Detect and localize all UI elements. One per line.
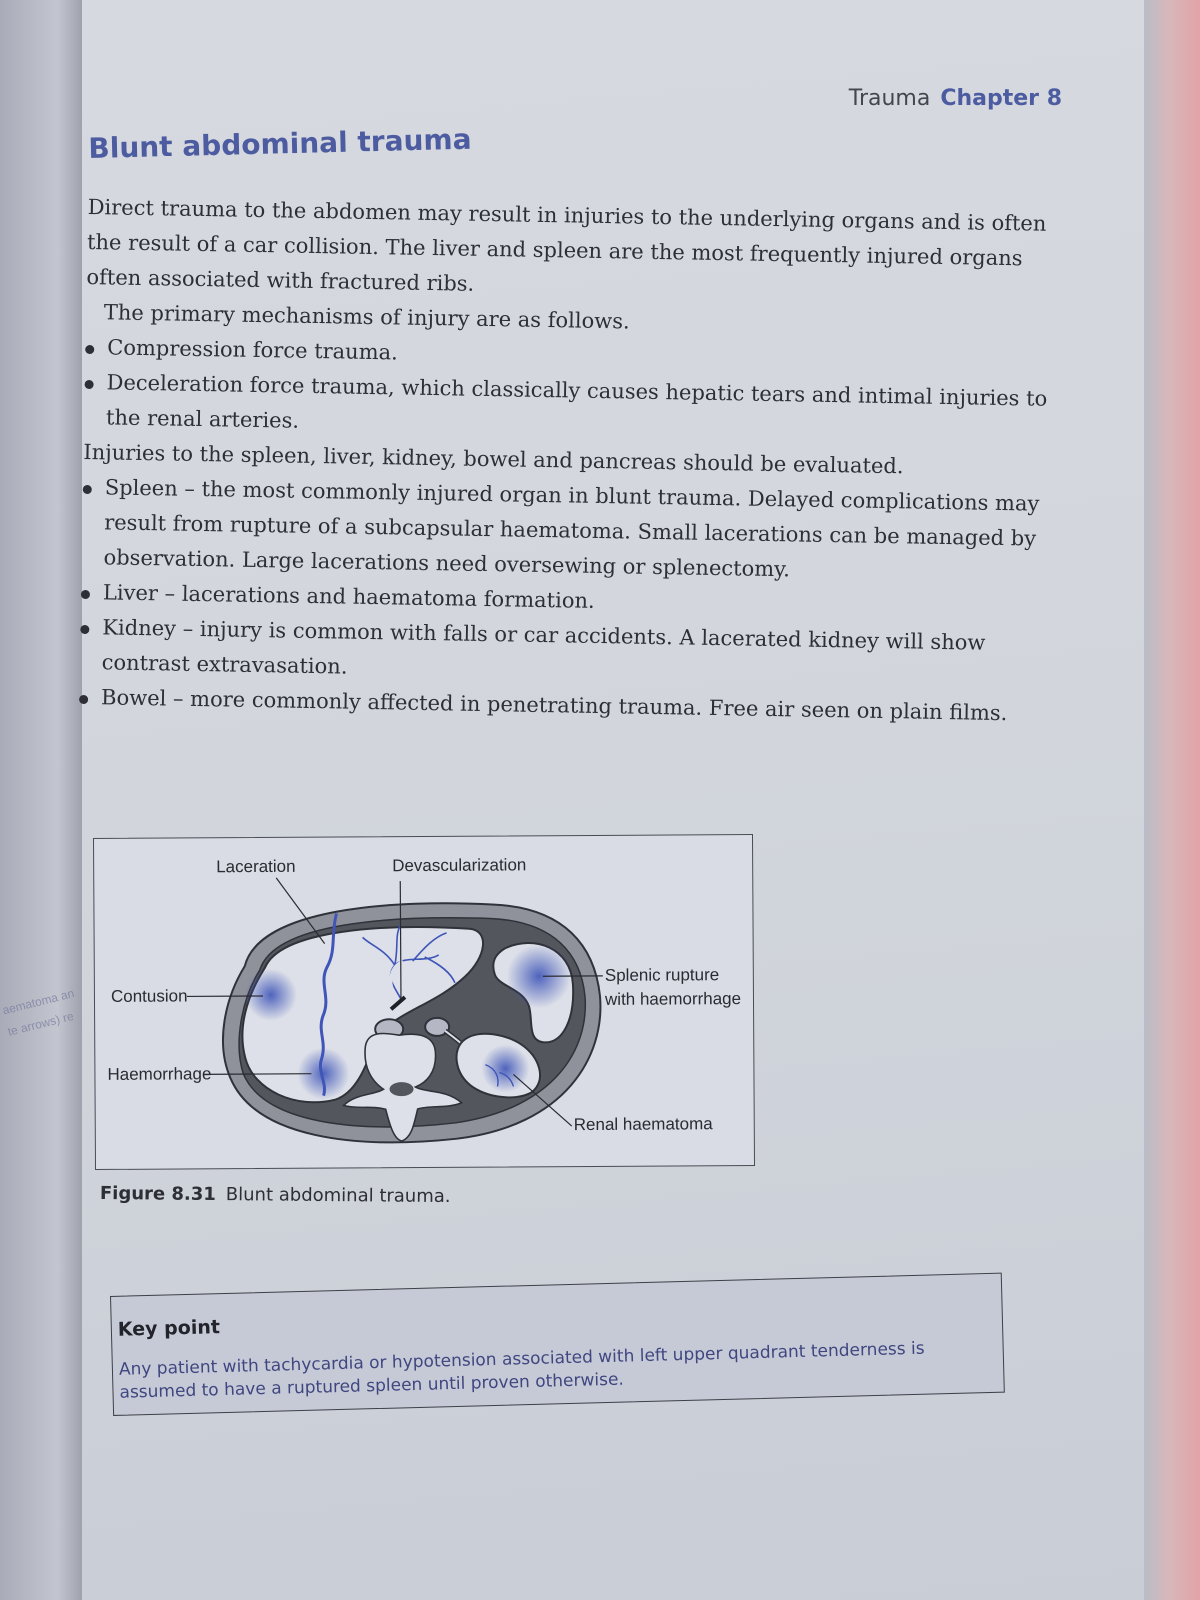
key-point-title: Key point	[117, 1316, 221, 1341]
label-splenic-line2: with haemorrhage	[604, 989, 742, 1009]
bullet-icon	[79, 695, 88, 704]
list-item-text: Kidney – injury is common with falls or car accidents. A lacerated kidney will show contrast extravasation.	[101, 615, 986, 679]
figure-caption	[100, 1183, 451, 1207]
bullet-icon	[80, 625, 89, 634]
devascularization-leader	[400, 881, 401, 999]
left-page-text-fragments	[0, 982, 83, 1043]
label-laceration: Laceration	[216, 856, 296, 877]
bullet-icon	[85, 380, 94, 389]
label-haemorrhage: Haemorrhage	[107, 1064, 212, 1084]
mechanisms-lead: The primary mechanisms of injury are as follows.	[103, 300, 630, 334]
left-page-edge	[0, 0, 82, 1600]
bullet-icon	[81, 590, 90, 599]
figure-caption-text: Blunt abdominal trauma.	[225, 1184, 451, 1208]
abdomen-cross-section-diagram	[94, 835, 754, 1169]
list-item-text: Deceleration force trauma, which classically causes hepatic tears and intimal injuries to the renal arteries.	[105, 370, 1048, 433]
label-devascularization: Devascularization	[392, 855, 527, 876]
section-heading: Blunt abdominal trauma	[88, 122, 472, 165]
body-text-inner	[79, 190, 1058, 732]
label-splenic-line1: Splenic rupture	[604, 965, 720, 985]
list-item-text: Bowel – more commonly affected in penetrating trauma. Free air seen on plain films.	[100, 685, 1008, 726]
body-text	[83, 190, 1058, 726]
bullet-icon	[85, 345, 94, 354]
page-edge-background	[1144, 0, 1200, 1600]
mechanisms-list	[84, 330, 1056, 452]
bullet-icon	[83, 485, 92, 494]
figure-box	[93, 834, 755, 1170]
label-renal-haematoma: Renal haematoma	[573, 1114, 713, 1135]
figure-number: Figure 8.31	[99, 1183, 216, 1206]
header-section: Trauma	[848, 86, 931, 111]
organs-lead: Injuries to the spleen, liver, kidney, bowel and pancreas should be evaluated.	[83, 439, 904, 479]
contusion-mark	[245, 969, 297, 1021]
left-page-fragment: aematoma an	[0, 986, 76, 1018]
running-header	[849, 86, 1062, 111]
organs-list	[79, 470, 1053, 732]
list-item-text: Liver – lacerations and haematoma formation.	[102, 580, 595, 613]
key-point-text: Any patient with tachycardia or hypotension associated with left upper quadrant tenderness is assumed to have a ruptured spleen until proven otherwise.	[118, 1338, 925, 1403]
key-point-box	[110, 1273, 1005, 1416]
left-page-fragment: te arrows) re	[6, 1008, 76, 1039]
haemorrhage-leader	[203, 1074, 311, 1075]
header-chapter: Chapter 8	[940, 86, 1062, 111]
list-item-text: Spleen – the most commonly injured organ in blunt trauma. Delayed complications may result from rupture of a subcapsular haematoma. Small lacerations can be managed by observation. Large lacerations need oversewing or splenectomy.	[103, 475, 1040, 582]
list-item-text: Compression force trauma.	[107, 335, 399, 365]
intro-paragraph: Direct trauma to the abdomen may result in injuries to the underlying organs and is often the result of a car collision. The liver and spleen are the most frequently injured organs often associated with fractured ribs.	[86, 194, 1047, 296]
list-item	[81, 470, 1053, 592]
label-contusion: Contusion	[110, 986, 188, 1006]
renal-haematoma-mark	[481, 1044, 529, 1092]
